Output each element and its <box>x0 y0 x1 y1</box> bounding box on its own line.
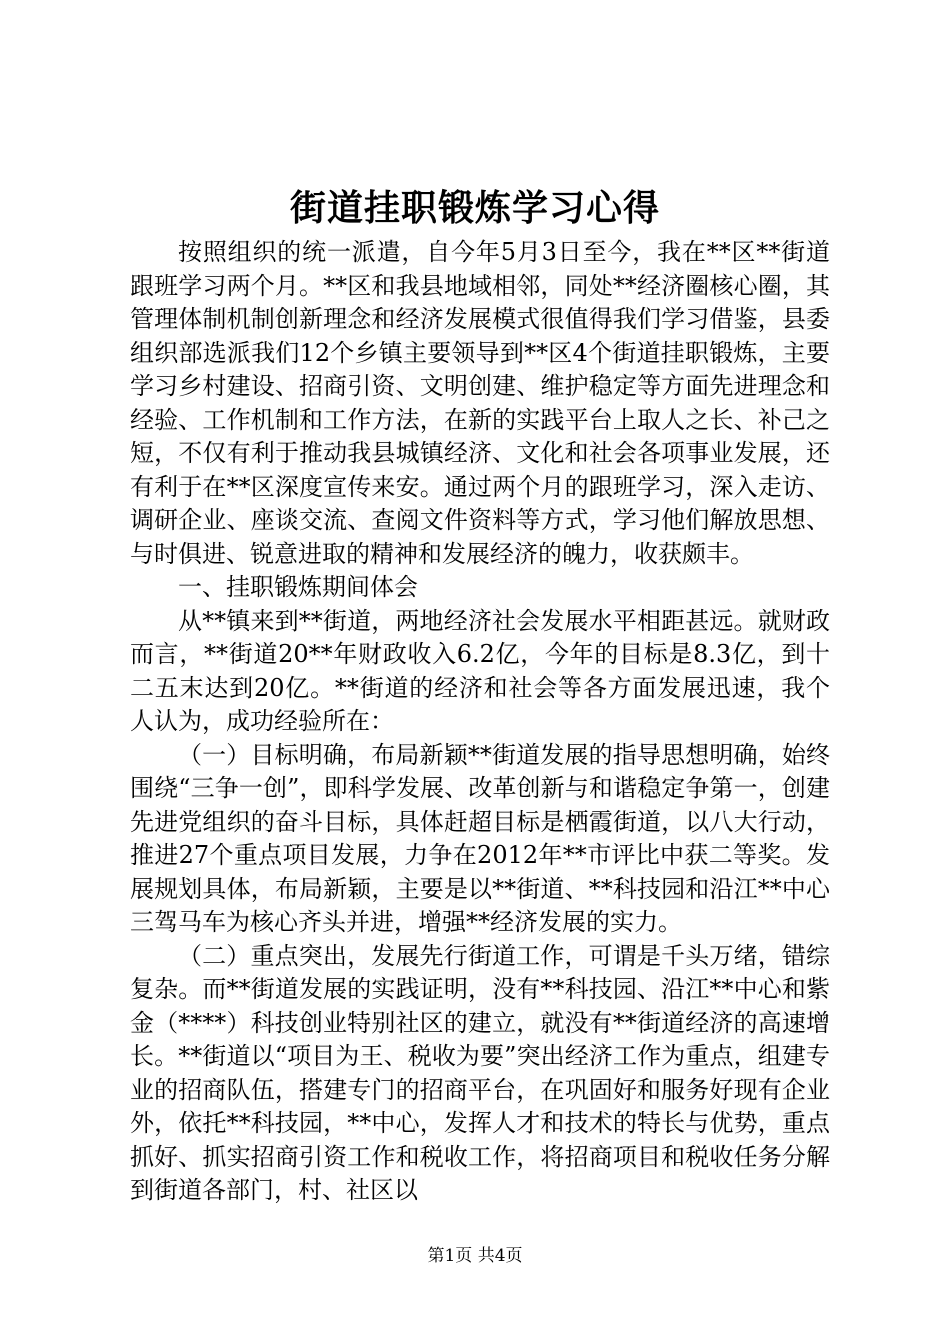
paragraph-intro: 按照组织的统一派遣，自今年5月3日至今，我在**区**街道跟班学习两个月。**区和我县地域相邻，同处**经济圈核心圈，其管理体制机制创新理念和经济发展模式很值得我们学习借鉴，县委组织部选派我们12个乡镇主要领导到**区4个街道挂职锻炼，主要学习乡村建设、招商引资、文明创建、维护稳定等方面先进理念和经验、工作机制和工作方法，在新的实践平台上取人之长、补己之短，不仅有利于推动我县城镇经济、文化和社会各项事业发展，还有利于在**区深度宣传来安。通过两个月的跟班学习，深入走访、调研企业、座谈交流、查阅文件资料等方式，学习他们解放思想、与时俱进、锐意进取的精神和发展经济的魄力，收获颇丰。 <box>130 238 830 568</box>
document-body <box>130 236 830 1208</box>
paragraph-point-2: （二）重点突出，发展先行街道工作，可谓是千头万绪，错综复杂。而**街道发展的实践证明，没有**科技园、沿江**中心和紫金（****）科技创业特别社区的建立，就没有**街道经济的高速增长。**街道以“项目为王、税收为要”突出经济工作为重点，组建专业的招商队伍，搭建专门的招商平台，在巩固好和服务好现有企业外，依托**科技园，**中心，发挥人才和技术的特长与优势，重点抓好、抓实招商引资工作和税收工作，将招商项目和税收任务分解到街道各部门，村、社区以 <box>130 941 830 1204</box>
page-number-footer: 第1页 共4页 <box>427 1246 523 1266</box>
paragraph-comparison: 从**镇来到**街道，两地经济社会发展水平相距甚远。就财政而言，**街道20**年财政收入6.2亿，今年的目标是8.3亿，到十二五末达到20亿。**街道的经济和社会等各方面发展迅速，我个人认为，成功经验所在： <box>130 606 830 735</box>
document-title: 街道挂职锻炼学习心得 <box>289 187 660 229</box>
section-heading: 一、挂职锻炼期间体会 <box>178 573 418 601</box>
paragraph-point-1: （一）目标明确，布局新颖**街道发展的指导思想明确，始终围绕“三争一创”，即科学发展、改革创新与和谐稳定争第一，创建先进党组织的奋斗目标，具体赶超目标是栖霞街道，以八大行动，推进27个重点项目发展，力争在2012年**市评比中获二等奖。发展规划具体，布局新颖，主要是以**街道、**科技园和沿江**中心三驾马车为核心齐头并进，增强**经济发展的实力。 <box>130 740 830 936</box>
